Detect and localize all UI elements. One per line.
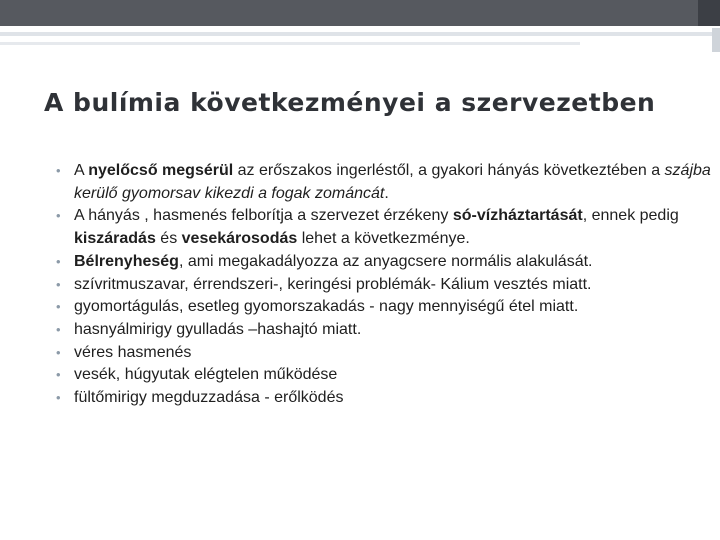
bullet-text: lehet a következménye. xyxy=(297,230,470,248)
bold-text: vesekárosodás xyxy=(181,230,298,248)
bullet-item xyxy=(56,319,712,342)
bullet-item xyxy=(56,364,712,387)
bullet-text: , ami megakadályozza az anyagcsere normális alakulását. xyxy=(178,252,593,270)
bullet-item xyxy=(56,160,712,205)
bullet-item xyxy=(56,251,712,274)
header-bar-accent xyxy=(698,0,720,26)
bullet-icon: • xyxy=(56,163,61,178)
bullet-icon: • xyxy=(56,321,61,337)
bullet-item xyxy=(56,205,712,250)
bullet-icon: • xyxy=(56,253,61,269)
bullet-text: A hányás , hasmenés felborítja a szervezet érzékeny xyxy=(74,207,453,225)
bullet-text: szívritmuszavar, érrendszeri-, keringési problémák- Kálium vesztés miatt. xyxy=(74,275,592,293)
bullet-icon: • xyxy=(56,390,61,406)
bullet-item xyxy=(56,296,712,319)
italic-text: szájba kerülő gyomorsav kikezdi a fogak zománcát xyxy=(74,162,711,202)
bold-text: kiszáradás xyxy=(74,230,156,248)
bullet-item xyxy=(56,274,712,297)
bold-text: Bélrenyheség xyxy=(74,252,179,270)
bullet-list xyxy=(56,160,712,410)
slide-title: A bulímia következményei a szervezetben xyxy=(44,88,656,117)
bullet-text: és xyxy=(155,230,182,248)
bullet-text: hasnyálmirigy gyulladás –hashajtó miatt. xyxy=(74,320,362,338)
decor-line-short xyxy=(0,42,580,45)
bullet-icon: • xyxy=(56,344,61,360)
bullet-text: véres hasmenés xyxy=(74,343,192,361)
bullet-text: vesék, húgyutak elégtelen működése xyxy=(74,366,338,384)
decor-right-stripe xyxy=(712,28,720,52)
bullet-icon: • xyxy=(56,276,61,292)
bullet-item xyxy=(56,387,712,410)
bullet-text: , ennek pedig xyxy=(582,207,679,225)
decor-line-long xyxy=(0,32,712,36)
bullet-icon: • xyxy=(56,208,61,224)
bold-text: só-vízháztartását xyxy=(452,207,583,225)
bullet-item xyxy=(56,342,712,365)
bullet-icon: • xyxy=(56,299,61,315)
bullet-text: az erőszakos ingerléstől, a gyakori hányás következtében a xyxy=(233,162,665,179)
header-bar xyxy=(0,0,698,26)
bullet-icon: • xyxy=(56,367,61,383)
bullet-text: fültőmirigy megduzzadása - erőlködés xyxy=(74,389,344,407)
bullet-text: gyomortágulás, esetleg gyomorszakadás - nagy mennyiségű étel miatt. xyxy=(74,298,579,316)
bold-text: nyelőcső megsérül xyxy=(88,162,234,179)
bullet-text: A xyxy=(74,162,89,179)
bullet-text: . xyxy=(384,184,389,202)
